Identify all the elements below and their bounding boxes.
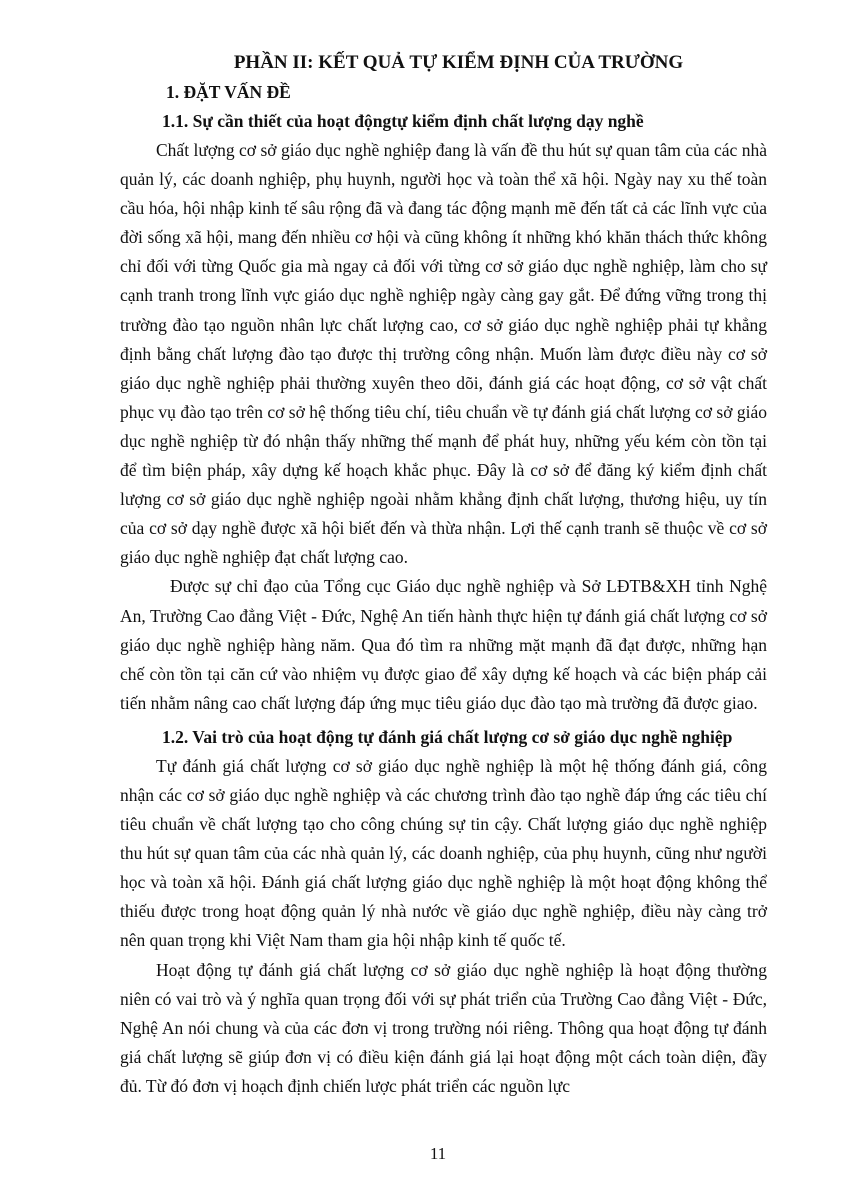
page-number: 11 xyxy=(429,1144,447,1163)
paragraph-2: Được sự chỉ đạo của Tổng cục Giáo dục nghề nghiệp và Sở LĐTB&XH tỉnh Nghệ An, Trường Cao đẳng Việt - Đức, Nghệ An tiến hành thực hiện tự đánh giá chất lượng cơ sở giáo dục nghề nghiệp hàng năm. Qua đó tìm ra những mặt mạnh đã đạt được, những hạn chế còn tồn tại căn cứ vào nhiệm vụ được giao để xây dựng kế hoạch và các biện pháp cải tiến nhằm nâng cao chất lượng đáp ứng mục tiêu giáo dục đào tạo mà trường đã được giao. xyxy=(120,576,767,713)
section-heading-1-2: 1.2. Vai trò của hoạt động tự đánh giá chất lượng cơ sở giáo dục nghề nghiệp xyxy=(162,726,733,747)
paragraph-3: Tự đánh giá chất lượng cơ sở giáo dục nghề nghiệp là một hệ thống đánh giá, công nhận các cơ sở giáo dục nghề nghiệp và các chương trình đào tạo nghề đáp ứng các tiêu chí tiêu chuẩn về chất lượng tạo cho công chúng sự tin cậy. Chất lượng giáo dục nghề nghiệp thu hút sự quan tâm của các nhà quản lý, các doanh nghiệp, của phụ huynh, cũng như người học và toàn xã hội. Đánh giá chất lượng giáo dục nghề nghiệp là một hoạt động không thể thiếu được trong hoạt động quản lý nhà nước về giáo dục nghề nghiệp, điều này càng trở nên quan trọng khi Việt Nam tham gia hội nhập kinh tế quốc tế. xyxy=(120,755,767,951)
section-heading-1-1: 1.1. Sự cần thiết của hoạt độngtự kiểm định chất lượng dạy nghề xyxy=(162,111,644,131)
page-content xyxy=(120,48,767,1101)
paragraph-4: Hoạt động tự đánh giá chất lượng cơ sở giáo dục nghề nghiệp là hoạt động thường niên có vai trò và ý nghĩa quan trọng đối với sự phát triển của Trường Cao đẳng Việt - Đức, Nghệ An nói chung và của các đơn vị trong trường nói riêng. Thông qua hoạt động tự đánh giá chất lượng sẽ giúp đơn vị có điều kiện đánh giá lại hoạt động một cách toàn diện, đầy đủ. Từ đó đơn vị hoạch định chiến lược phát triển các nguồn lực xyxy=(120,959,767,1096)
paragraph-1: Chất lượng cơ sở giáo dục nghề nghiệp đang là vấn đề thu hút sự quan tâm của các nhà quản lý, các doanh nghiệp, phụ huynh, người học và toàn thể xã hội. Ngày nay xu thế toàn cầu hóa, hội nhập kinh tế sâu rộng đã và đang tác động mạnh mẽ đến tất cả các lĩnh vực của đời sống xã hội, mang đến nhiều cơ hội và cũng không ít những khó khăn thách thức không chỉ đối với từng Quốc gia mà ngay cả đối với từng cơ sở giáo dục nghề nghiệp, làm cho sự cạnh tranh trong lĩnh vực giáo dục nghề nghiệp ngày càng gay gắt. Để đứng vững trong thị trường đào tạo nguồn nhân lực chất lượng cao, cơ sở giáo dục nghề nghiệp phải tự khẳng định bằng chất lượng đào tạo được thị trường công nhận. Muốn làm được điều này cơ sở giáo dục nghề nghiệp phải thường xuyên theo dõi, đánh giá các hoạt động, cơ sở vật chất phục vụ đào tạo trên cơ sở hệ thống tiêu chí, tiêu chuẩn về tự đánh giá chất lượng cơ sở giáo dục nghề nghiệp từ đó nhận thấy những thế mạnh để phát huy, những yếu kém còn tồn tại để tìm biện pháp, xây dựng kế hoạch khắc phục. Đây là cơ sở để đăng ký kiểm định chất lượng cơ sở giáo dục nghề nghiệp ngoài nhằm khẳng định chất lượng, thương hiệu, uy tín của cơ sở dạy nghề được xã hội biết đến và thừa nhận. Lợi thế cạnh tranh sẽ thuộc về cơ sở giáo dục nghề nghiệp đạt chất lượng cao. xyxy=(120,140,767,568)
section-heading-1: 1. ĐẶT VẤN ĐỀ xyxy=(166,82,291,102)
part-title: PHẦN II: KẾT QUẢ TỰ KIỂM ĐỊNH CỦA TRƯỜNG xyxy=(233,52,684,73)
